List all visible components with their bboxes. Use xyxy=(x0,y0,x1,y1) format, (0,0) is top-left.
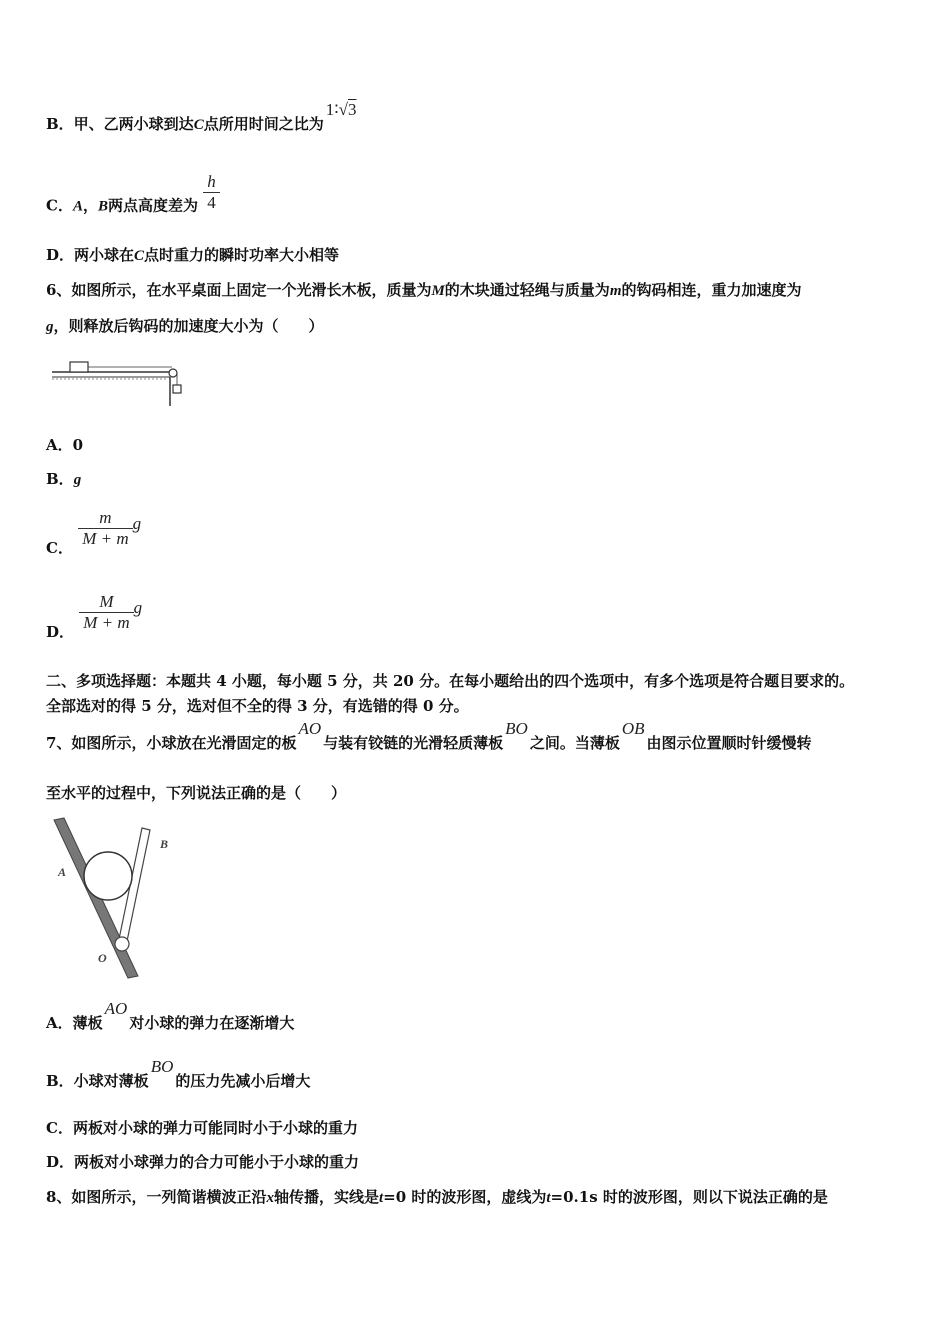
label: C． xyxy=(46,538,73,557)
denominator: M + m xyxy=(79,612,133,633)
label: D． xyxy=(46,622,75,641)
q7-option-b xyxy=(46,1057,311,1091)
text: =0 时的波形图，虚线为 xyxy=(383,1188,547,1206)
text: 全部选对的得 5 分，选对但不全的得 3 分，有选错的得 0 分。 xyxy=(46,697,469,715)
text: ，则释放后钩码的加速度大小为（ ） xyxy=(53,317,324,335)
text: A．0 xyxy=(46,436,84,454)
section2-heading-line2 xyxy=(46,696,469,716)
q5-option-c xyxy=(46,172,220,227)
q5-option-b xyxy=(46,100,359,135)
var-c: C xyxy=(134,248,145,264)
q6-figure-table-pulley xyxy=(48,352,188,410)
q6-option-c xyxy=(46,508,142,558)
text: =0.1s 时的波形图，则以下说法正确的是 xyxy=(550,1188,828,1206)
q6-option-b xyxy=(46,469,81,490)
text: 8、如图所示，一列简谐横波正沿 xyxy=(46,1188,267,1206)
text: 对小球的弹力在逐渐增大 xyxy=(129,1014,295,1032)
text: 的钩码相连，重力加速度为 xyxy=(621,281,802,299)
fraction-M-over-Mm xyxy=(79,592,133,633)
text: 与装有铰链的光滑轻质薄板 xyxy=(323,734,504,752)
var-AO: AO xyxy=(298,719,322,738)
q6-option-d xyxy=(46,592,143,642)
text: 的木块通过轻绳与质量为 xyxy=(444,281,610,299)
fraction-m-over-Mm xyxy=(78,508,132,549)
text: 二、多项选择题：本题共 4 小题，每小题 5 分，共 20 分。在每小题给出的四个选项中，有多个选项是符合题目要求的。 xyxy=(46,672,855,690)
label-A: A xyxy=(58,865,67,879)
label: B． xyxy=(46,470,74,488)
q7-stem-line2 xyxy=(46,783,346,803)
ratio-a: 1∶ xyxy=(325,100,339,119)
text: 7、如图所示，小球放在光滑固定的板 xyxy=(46,734,297,752)
var-BO: BO xyxy=(150,1057,174,1076)
fraction-h-over-4 xyxy=(203,172,220,213)
text: C．两板对小球的弹力可能同时小于小球的重力 xyxy=(46,1119,358,1137)
ratio-b: 3 xyxy=(348,100,357,119)
var-t: t xyxy=(546,1190,551,1206)
text: 轴传播，实线是 xyxy=(273,1188,379,1206)
var-OB: OB xyxy=(621,719,645,738)
text: 至水平的过程中，下列说法正确的是（ ） xyxy=(46,784,347,802)
text: 之间。当薄板 xyxy=(529,734,620,752)
q6-stem-line2 xyxy=(46,316,324,337)
text: 的压力先减小后增大 xyxy=(175,1072,311,1090)
q7-option-a xyxy=(46,999,295,1033)
text: 点所用时间之比为 xyxy=(203,115,324,133)
text: B．小球对薄板 xyxy=(46,1072,149,1090)
var-g: g xyxy=(133,597,143,617)
var-g: g xyxy=(73,472,82,488)
section2-heading-line1 xyxy=(46,671,854,691)
q6-stem-line1 xyxy=(46,280,802,301)
label-B: B xyxy=(160,837,169,851)
text: 由图示位置顺时针缓慢转 xyxy=(646,734,812,752)
text: 6、如图所示，在水平桌面上固定一个光滑长木板，质量为 xyxy=(46,281,432,299)
q6-option-a xyxy=(46,435,83,455)
var-g: g xyxy=(46,319,54,335)
text: B．甲、乙两小球到达 xyxy=(46,115,194,133)
sep: ， xyxy=(82,196,98,215)
text: 两点高度差为 xyxy=(108,196,199,215)
var-b: B xyxy=(97,198,108,215)
var-a: A xyxy=(72,198,83,215)
var-M: M xyxy=(431,283,445,299)
ratio-formula: 1∶√3 xyxy=(325,100,357,119)
var-g: g xyxy=(132,513,142,533)
denominator: 4 xyxy=(203,192,220,213)
q5-option-d xyxy=(46,245,339,266)
q7-option-c xyxy=(46,1118,358,1138)
q7-stem-line1 xyxy=(46,719,812,753)
var-x: x xyxy=(266,1190,274,1206)
numerator: h xyxy=(207,172,216,191)
text: 点时重力的瞬时功率大小相等 xyxy=(144,246,340,264)
text: D．两小球在 xyxy=(46,246,135,264)
text: D．两板对小球弹力的合力可能小于小球的重力 xyxy=(46,1153,360,1171)
var-BO: BO xyxy=(505,719,528,738)
numerator: m xyxy=(99,508,112,527)
var-c: C xyxy=(193,117,204,133)
numerator: M xyxy=(99,592,114,611)
text: A．薄板 xyxy=(46,1014,103,1032)
q7-option-d xyxy=(46,1152,359,1172)
var-AO: AO xyxy=(104,999,128,1018)
q8-stem xyxy=(46,1187,828,1208)
denominator: M + m xyxy=(78,528,132,549)
var-t: t xyxy=(378,1190,384,1206)
label-O: O xyxy=(98,951,107,965)
var-m: m xyxy=(609,283,622,299)
label: C． xyxy=(46,196,73,215)
q7-figure-ball-between-boards xyxy=(50,816,180,982)
